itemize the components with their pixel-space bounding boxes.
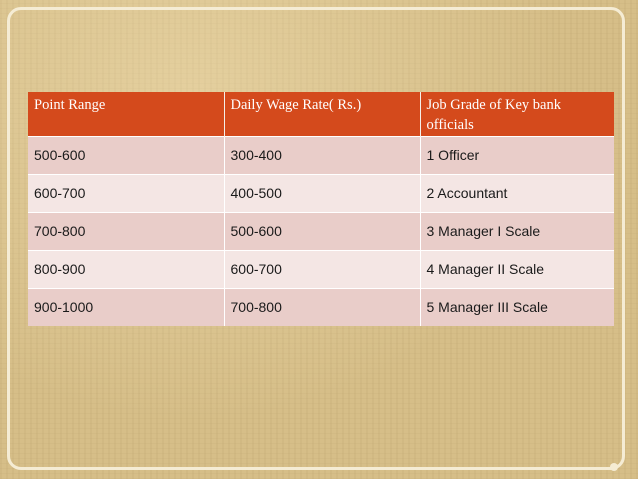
table-row [28, 136, 614, 174]
cell-daily-wage: 700-800 [224, 288, 420, 326]
cell-point-range: 600-700 [28, 174, 224, 212]
cell-point-range: 800-900 [28, 250, 224, 288]
job-grade-table [28, 92, 614, 326]
table-row [28, 288, 614, 326]
cell-point-range: 700-800 [28, 212, 224, 250]
header-point-range: Point Range [28, 92, 224, 136]
cell-job-grade: 2 Accountant [420, 174, 614, 212]
corner-dot [610, 463, 618, 471]
header-job-grade: Job Grade of Key bank officials [420, 92, 614, 136]
table-row [28, 174, 614, 212]
cell-point-range: 900-1000 [28, 288, 224, 326]
cell-daily-wage: 600-700 [224, 250, 420, 288]
cell-point-range: 500-600 [28, 136, 224, 174]
header-daily-wage-rate: Daily Wage Rate( Rs.) [224, 92, 420, 136]
table-row [28, 250, 614, 288]
cell-job-grade: 3 Manager I Scale [420, 212, 614, 250]
cell-daily-wage: 400-500 [224, 174, 420, 212]
cell-daily-wage: 300-400 [224, 136, 420, 174]
table-row [28, 212, 614, 250]
cell-job-grade: 4 Manager II Scale [420, 250, 614, 288]
table-header-row [28, 92, 614, 136]
cell-job-grade: 1 Officer [420, 136, 614, 174]
cell-job-grade: 5 Manager III Scale [420, 288, 614, 326]
cell-daily-wage: 500-600 [224, 212, 420, 250]
